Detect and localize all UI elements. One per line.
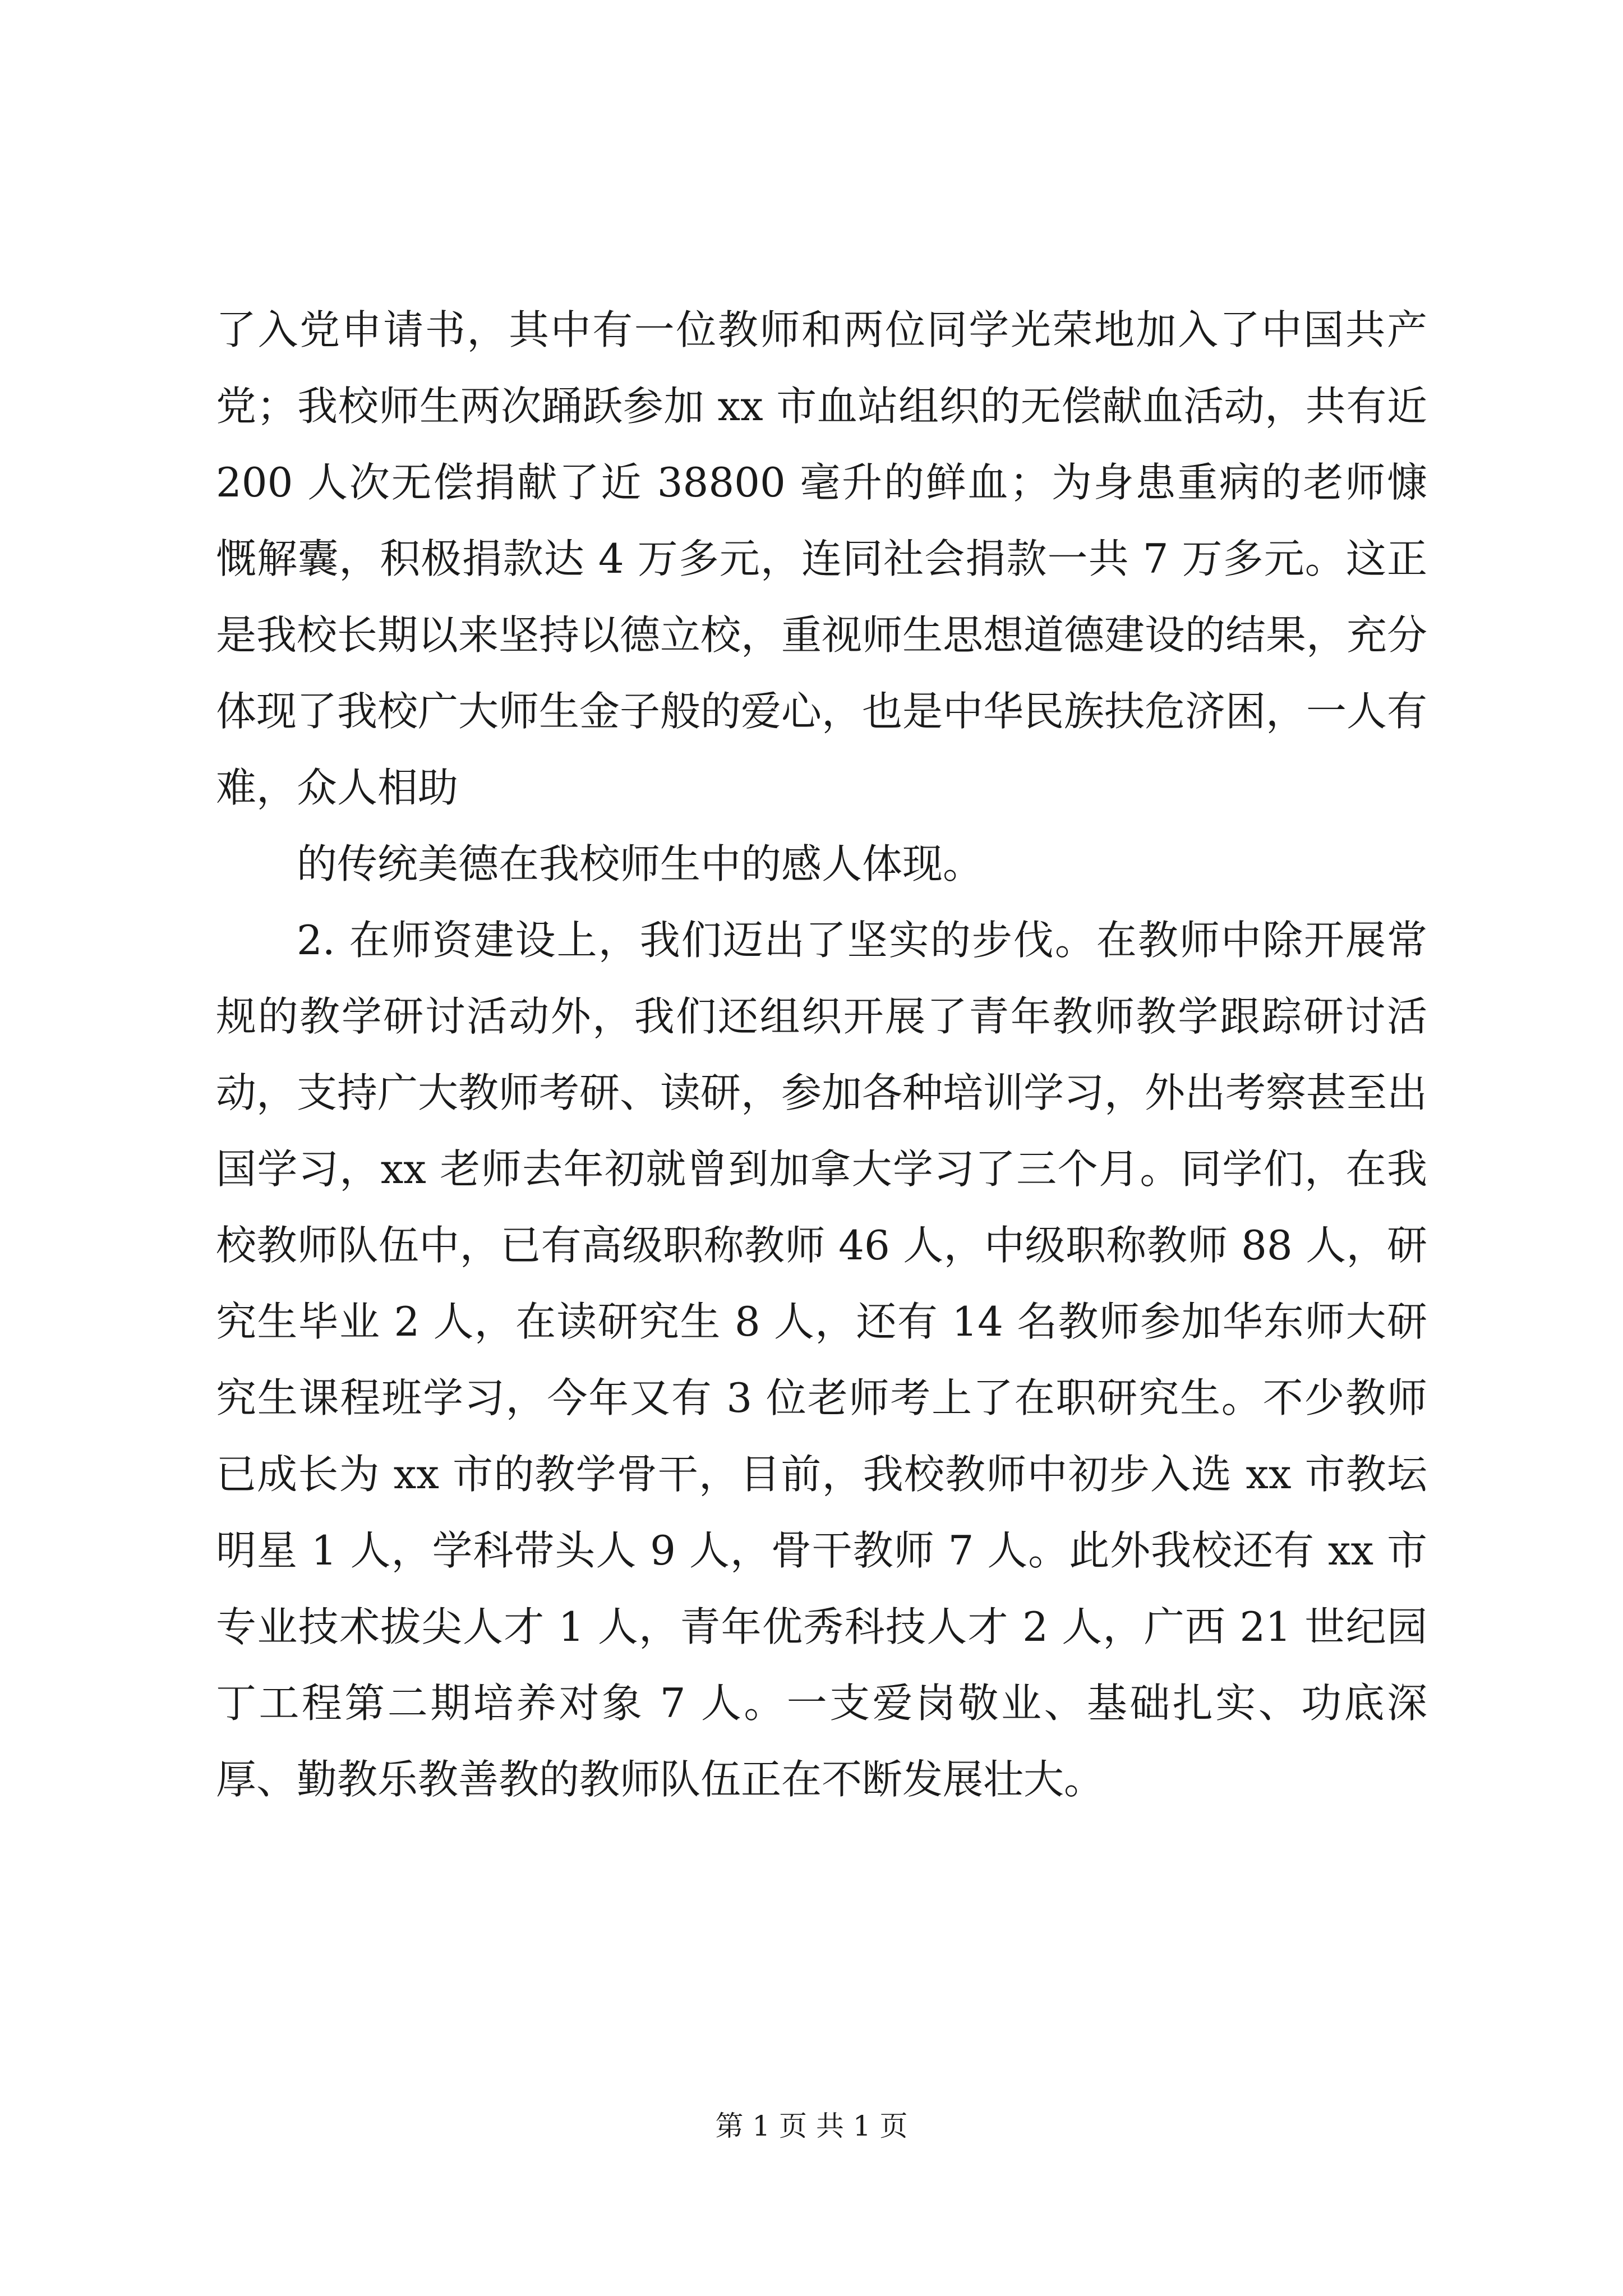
paragraph-teacher-development: 2. 在师资建设上，我们迈出了坚实的步伐。在教师中除开展常规的教学研讨活动外，我们还组织开展了青年教师教学跟踪研讨活动，支持广大教师考研、读研，参加各种培训学习，外出考察甚至出国学习，xx 老师去年初就曾到加拿大学习了三个月。同学们，在我校教师队伍中，已有高级职称教师 46 人，中级职称教师 88 人，研究生毕业 2 人，在读研究生 8 人，还有 14 名教师参加华东师大研究生课程班学习，今年又有 3 位老师考上了在职研究生。不少教师已成长为 xx 市的教学骨干，目前，我校教师中初步入选 xx 市教坛明星 1 人，学科带头人 9 人，骨干教师 7 人。此外我校还有 xx 市专业技术拔尖人才 1 人，青年优秀科技人才 2 人，广西 21 世纪园丁工程第二期培养对象 7 人。一支爱岗敬业、基础扎实、功底深厚、勤教乐教善教的教师队伍正在不断发展壮大。 bbox=[216, 917, 1428, 1803]
document-body bbox=[216, 292, 1427, 1818]
paragraph-continued: 了入党申请书，其中有一位教师和两位同学光荣地加入了中国共产党；我校师生两次踊跃参加 xx 市血站组织的无偿献血活动，共有近 200 人次无偿捐献了近 38800 毫升的鲜血；为身患重病的老师慷慨解囊，积极捐款达 4 万多元，连同社会捐款一共 7 万多元。这正是我校长期以来坚持以德立校，重视师生思想道德建设的结果，充分体现了我校广大师生金子般的爱心，也是中华民族扶危济困，一人有难，众人相助 bbox=[216, 306, 1428, 811]
paragraph-continuation-line: 的传统美德在我校师生中的感人体现。 bbox=[297, 840, 984, 887]
page-footer: 第 1 页 共 1 页 bbox=[715, 2110, 908, 2142]
